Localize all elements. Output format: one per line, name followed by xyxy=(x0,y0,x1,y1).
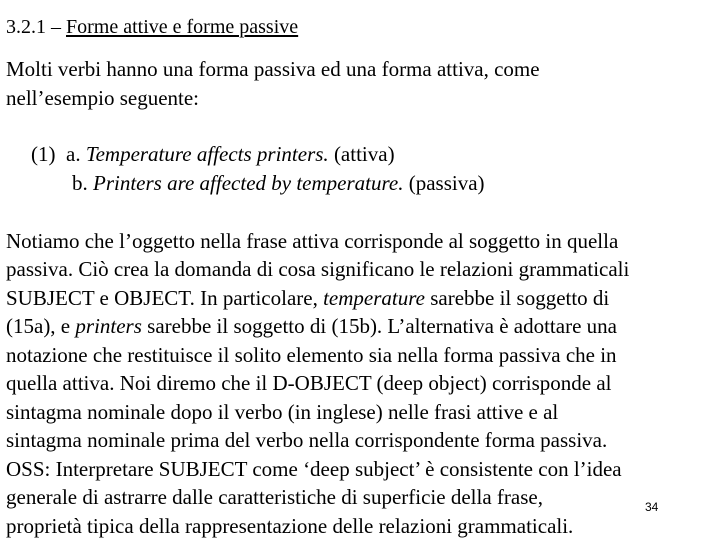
example-b-tag: (passiva) xyxy=(408,171,485,195)
example-a-tag: (attiva) xyxy=(333,142,395,166)
paragraph-line-8: sintagma nominale prima del verbo nella corrispondente forma passiva. xyxy=(6,428,608,452)
paragraph-line-6: quella attiva. Noi diremo che il D-OBJECT (deep object) corrisponde al xyxy=(6,371,612,395)
example-b-sentence: Printers are affected by temperature. xyxy=(93,171,404,195)
paragraph-line-9: OSS: Interpretare SUBJECT come ‘deep subject’ è consistente con l’idea xyxy=(6,457,622,481)
paragraph-line-3-end: sarebbe il soggetto di xyxy=(430,286,610,310)
paragraph-line-4-end: sarebbe il soggetto di (15b). L’alternativa è adottare una xyxy=(147,314,617,338)
paragraph-line-2: passiva. Ciò crea la domanda di cosa significano le relazioni grammaticali xyxy=(6,257,630,281)
section-title: Forme attive e forme passive xyxy=(66,16,299,38)
intro-line-2: nell’esempio seguente: xyxy=(6,86,200,110)
paragraph-line-5: notazione che restituisce il solito elemento sia nella forma passiva che in xyxy=(6,343,617,367)
paragraph-line-1: Notiamo che l’oggetto nella frase attiva corrisponde al soggetto in quella xyxy=(6,229,619,253)
paragraph-line-4-start: (15a), e xyxy=(6,314,71,338)
example-a xyxy=(31,141,395,168)
paragraph-line-3-start: SUBJECT e OBJECT. In particolare, xyxy=(6,286,318,310)
paragraph-line-11: proprietà tipica della rappresentazione delle relazioni grammaticali. xyxy=(6,514,574,538)
example-a-letter: a. xyxy=(66,142,81,166)
example-b-letter: b. xyxy=(72,171,88,195)
example-a-sentence: Temperature affects printers. xyxy=(85,142,329,166)
section-heading xyxy=(6,14,298,41)
example-b xyxy=(72,170,485,197)
paragraph-line-10: generale di astrarre dalle caratteristiche di superficie della frase, xyxy=(6,485,543,509)
intro-line-1: Molti verbi hanno una forma passiva ed una forma attiva, come xyxy=(6,57,540,81)
paragraph-line-4 xyxy=(6,313,617,340)
term-printers: printers xyxy=(75,314,142,338)
section-number: 3.2.1 – xyxy=(6,16,61,38)
paragraph-line-3 xyxy=(6,285,609,312)
paragraph-line-7: sintagma nominale dopo il verbo (in inglese) nelle frasi attive e al xyxy=(6,400,559,424)
page-number: 34 xyxy=(645,500,659,514)
term-temperature: temperature xyxy=(323,286,425,310)
example-label: (1) xyxy=(31,142,56,166)
